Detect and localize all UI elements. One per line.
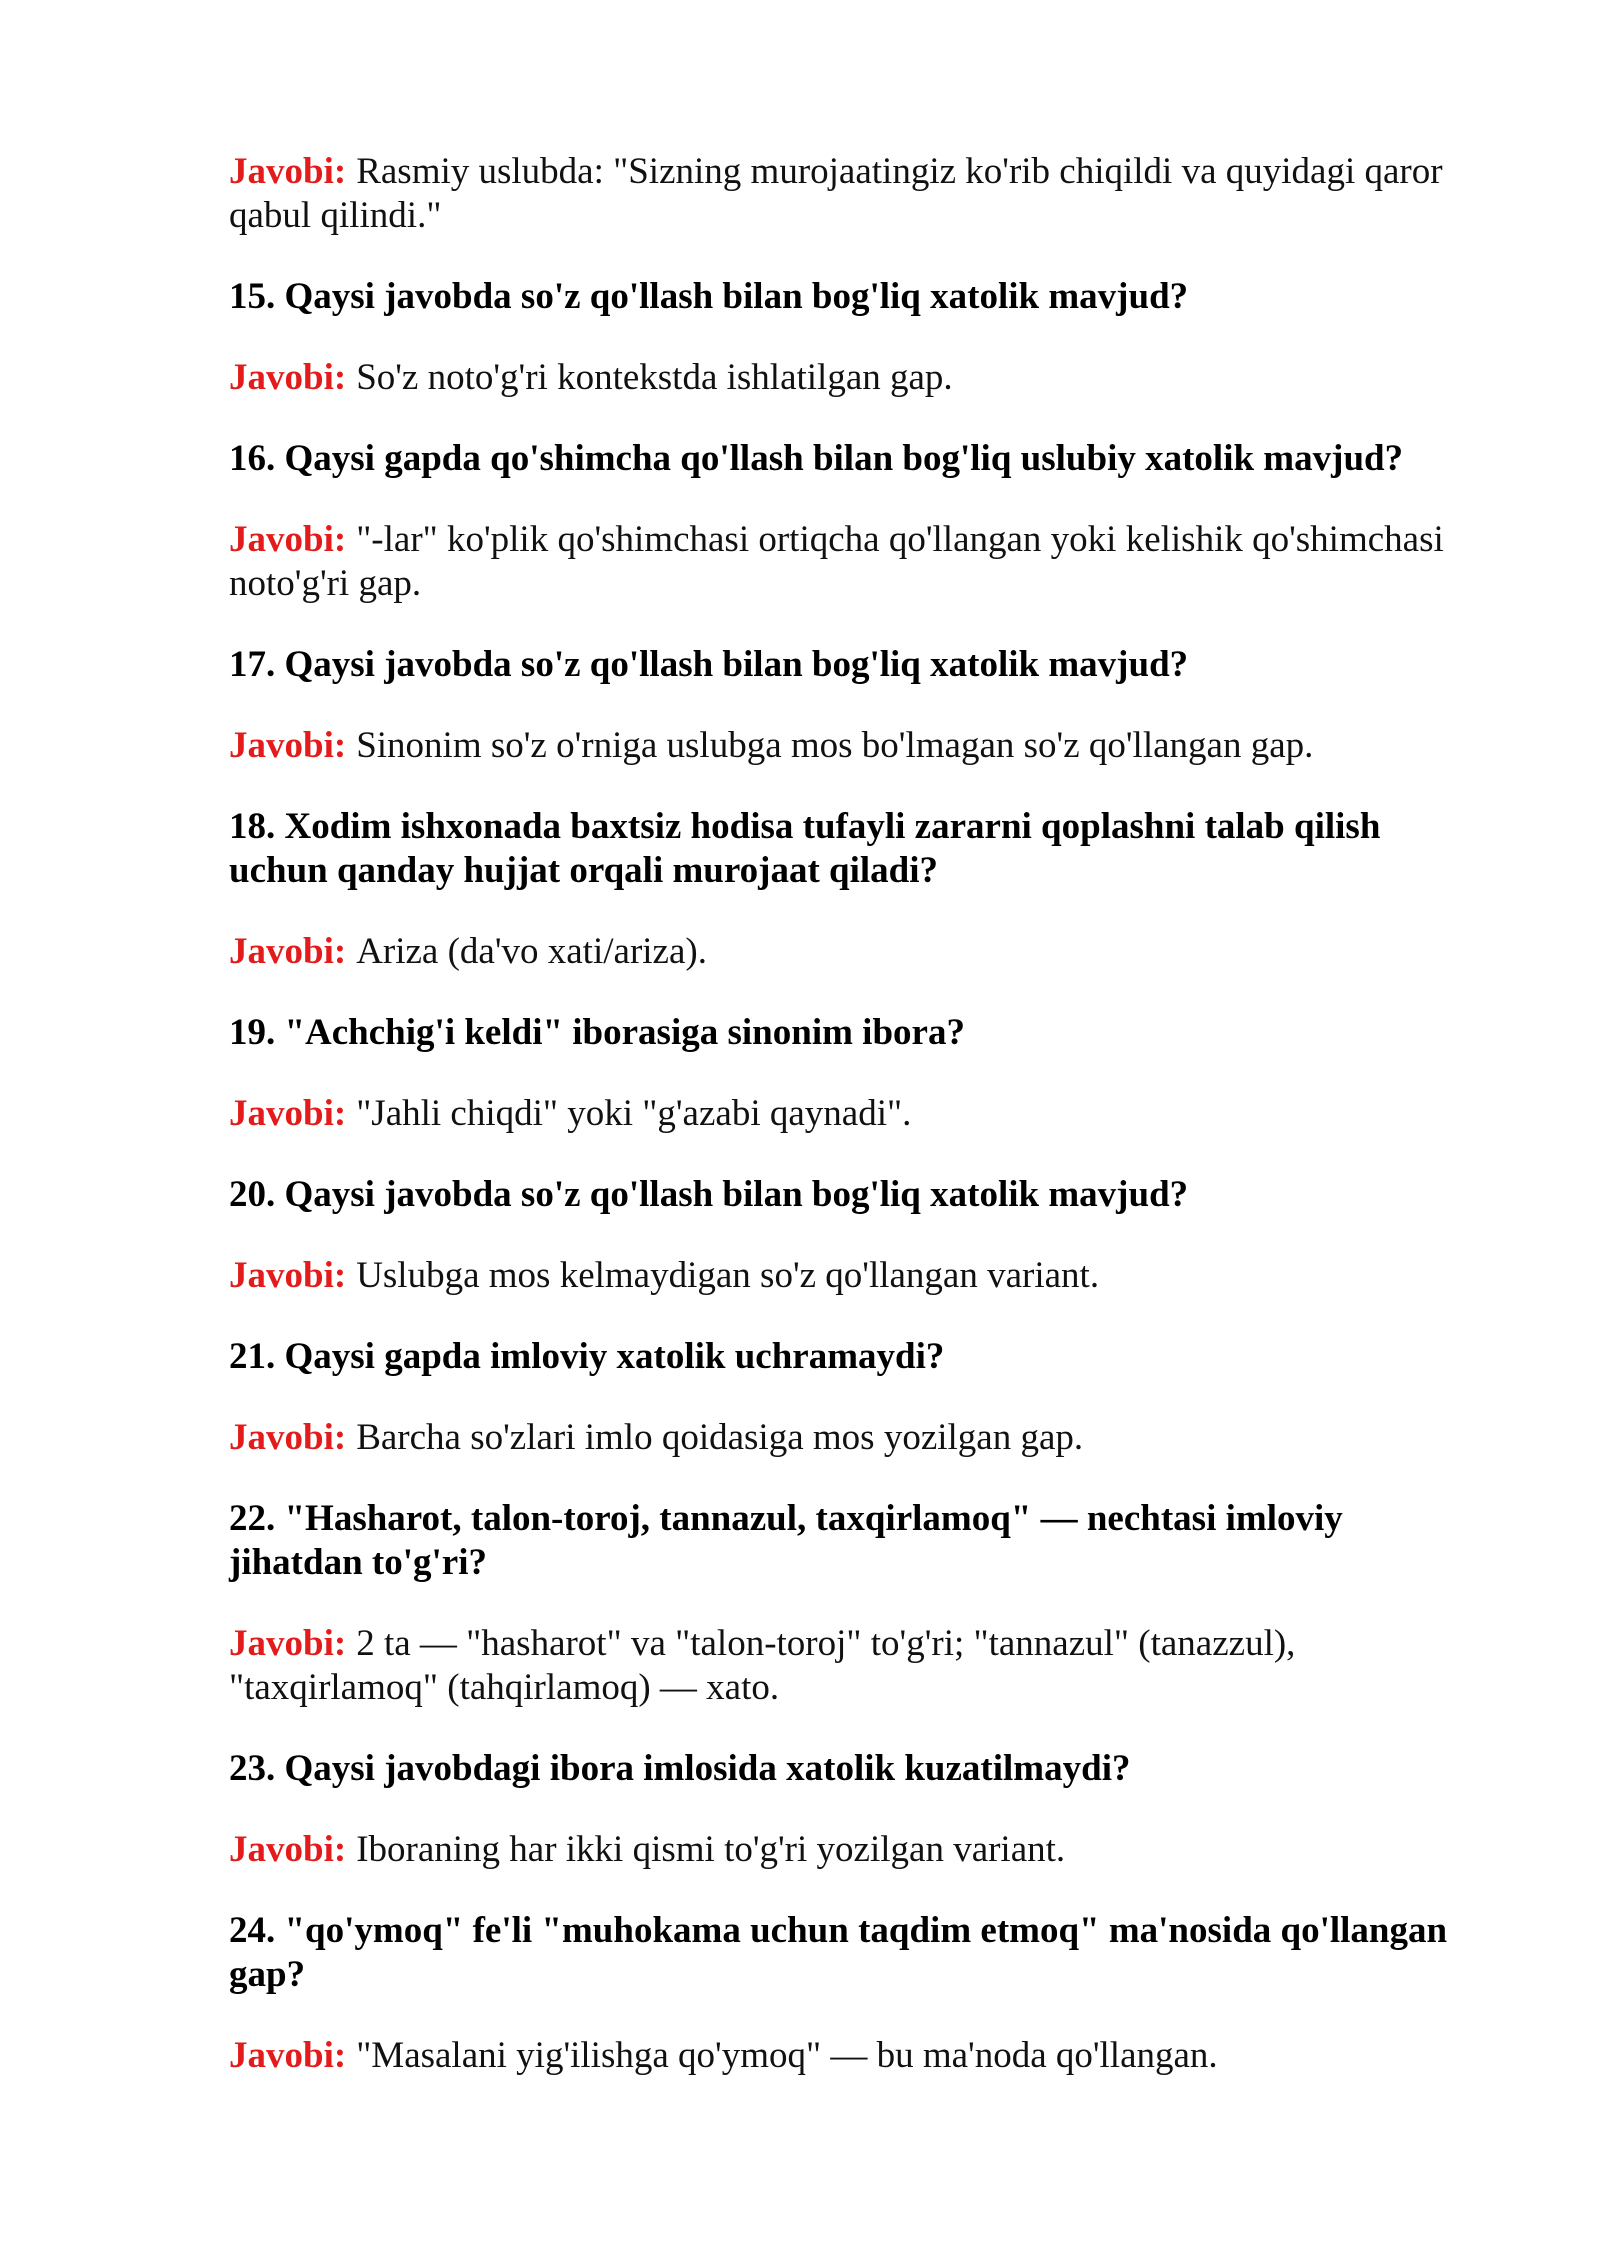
question: 22. "Hasharot, talon-toroj, tannazul, taxqirlamoq" — nechtasi imloviy jihatdan to'g'ri? bbox=[229, 1498, 1343, 1583]
answer bbox=[229, 1828, 1479, 1872]
answer-text: So'z noto'g'ri kontekstda ishlatilgan gap. bbox=[356, 357, 953, 398]
answer-text: Iboraning har ikki qismi to'g'ri yozilgan variant. bbox=[356, 1829, 1066, 1870]
answer-text: 2 ta — "hasharot" va "talon-toroj" to'g'ri; "tannazul" (tanazzul), "taxqirlamoq" (tahqirlamoq) — xato. bbox=[229, 1623, 1296, 1708]
answer-label: Javobi: bbox=[229, 2035, 347, 2076]
answer bbox=[229, 518, 1479, 606]
answer bbox=[229, 356, 1479, 400]
answer-label: Javobi: bbox=[229, 151, 347, 192]
answer-label: Javobi: bbox=[229, 1829, 347, 1870]
question: 16. Qaysi gapda qo'shimcha qo'llash bilan bog'liq uslubiy xatolik mavjud? bbox=[229, 438, 1404, 479]
answer-text: "-lar" ko'plik qo'shimchasi ortiqcha qo'llangan yoki kelishik qo'shimchasi noto'g'ri gap. bbox=[229, 519, 1444, 604]
answer-text: Ariza (da'vo xati/ariza). bbox=[356, 931, 707, 972]
answer bbox=[229, 1416, 1479, 1460]
answer-text: Sinonim so'z o'rniga uslubga mos bo'lmagan so'z qo'llangan gap. bbox=[356, 725, 1314, 766]
answer-label: Javobi: bbox=[229, 1093, 347, 1134]
answer-label: Javobi: bbox=[229, 931, 347, 972]
answer-text: "Jahli chiqdi" yoki "g'azabi qaynadi". bbox=[356, 1093, 912, 1134]
answer bbox=[229, 1092, 1479, 1136]
answer-label: Javobi: bbox=[229, 725, 347, 766]
question: 21. Qaysi gapda imloviy xatolik uchramaydi? bbox=[229, 1336, 945, 1377]
qa-list bbox=[229, 275, 1479, 2078]
answer-text: Uslubga mos kelmaydigan so'z qo'llangan variant. bbox=[356, 1255, 1100, 1296]
answer-label: Javobi: bbox=[229, 519, 347, 560]
answer-text: Barcha so'zlari imlo qoidasiga mos yozilgan gap. bbox=[356, 1417, 1084, 1458]
answer-label: Javobi: bbox=[229, 357, 347, 398]
document-page bbox=[229, 150, 1479, 2115]
answer-text: Rasmiy uslubda: "Sizning murojaatingiz ko'rib chiqildi va quyidagi qaror qabul qilindi." bbox=[229, 151, 1443, 236]
answer bbox=[229, 930, 1479, 974]
answer bbox=[229, 2034, 1479, 2078]
question: 18. Xodim ishxonada baxtsiz hodisa tufayli zararni qoplashni talab qilish uchun qanday hujjat orqali murojaat qiladi? bbox=[229, 806, 1381, 891]
question: 20. Qaysi javobda so'z qo'llash bilan bog'liq xatolik mavjud? bbox=[229, 1174, 1189, 1215]
answer bbox=[229, 1254, 1479, 1298]
question: 15. Qaysi javobda so'z qo'llash bilan bog'liq xatolik mavjud? bbox=[229, 276, 1189, 317]
answer-label: Javobi: bbox=[229, 1623, 347, 1664]
answer bbox=[229, 724, 1479, 768]
answer bbox=[229, 1622, 1479, 1710]
answer-label: Javobi: bbox=[229, 1255, 347, 1296]
question: 24. "qo'ymoq" fe'li "muhokama uchun taqdim etmoq" ma'nosida qo'llangan gap? bbox=[229, 1910, 1448, 1995]
question: 17. Qaysi javobda so'z qo'llash bilan bog'liq xatolik mavjud? bbox=[229, 644, 1189, 685]
answer-label: Javobi: bbox=[229, 1417, 347, 1458]
intro-answer bbox=[229, 150, 1479, 238]
question: 23. Qaysi javobdagi ibora imlosida xatolik kuzatilmaydi? bbox=[229, 1748, 1131, 1789]
answer-text: "Masalani yig'ilishga qo'ymoq" — bu ma'noda qo'llangan. bbox=[356, 2035, 1218, 2076]
question: 19. "Achchig'i keldi" iborasiga sinonim ibora? bbox=[229, 1012, 965, 1053]
